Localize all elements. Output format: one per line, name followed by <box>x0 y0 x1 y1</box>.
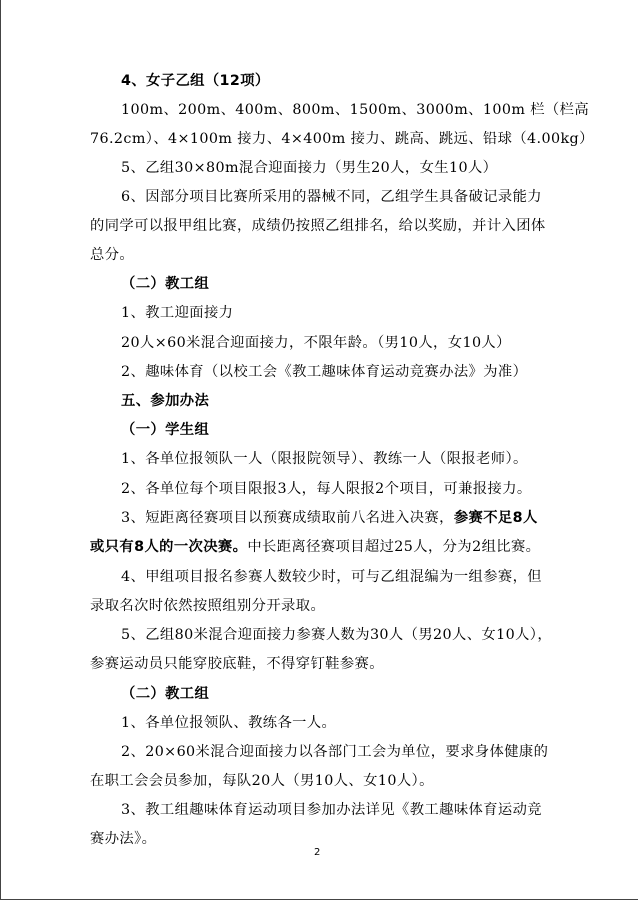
text-line: 100m、200m、400m、800m、1500m、3000m、100m 栏（栏高 <box>121 102 590 118</box>
text-line: 赛办法》。 <box>90 831 157 847</box>
text-line: 总分。 <box>90 247 135 263</box>
text-line: 5、乙组80米混合迎面接力参赛人数为30人（男20人、女10人）， <box>121 627 553 643</box>
text-line: 2、各单位每个项目限报3人，每人限报2个项目，可兼报接力。 <box>121 481 532 497</box>
text-line: 4、甲组项目报名参赛人数较少时，可与乙组混编为一组参赛，但 <box>121 569 543 585</box>
text-run: 3、短距离径赛项目以预赛成绩取前八名进入决赛， <box>121 510 454 526</box>
text-run: 中长距离径赛项目超过25人，分为2组比赛。 <box>247 539 541 555</box>
text-line: 的同学可以报甲组比赛，成绩仍按照乙组排名，给以奖励，并计入团体 <box>90 218 546 234</box>
text-line <box>121 508 538 528</box>
text-line: 76.2cm）、4×100m 接力、4×400m 接力、跳高、跳远、铅球（4.00kg） <box>90 131 594 147</box>
heading-section-five: 五、参加办法 <box>121 393 210 409</box>
text-line: 2、趣味体育（以校工会《教工趣味体育运动竞赛办法》为准） <box>121 364 528 380</box>
text-line: 参赛运动员只能穿胶底鞋，不得穿钉鞋参赛。 <box>90 656 384 672</box>
text-line: 3、教工组趣味体育运动项目参加办法详见《教工趣味体育运动竞 <box>121 802 543 818</box>
text-line: 1、各单位报领队一人（限报院领导）、教练一人（限报老师）。 <box>121 451 528 467</box>
heading-staff-group-2: （二）教工组 <box>121 686 210 702</box>
text-line: 录取名次时依然按照组别分开录取。 <box>90 598 326 614</box>
heading-staff-group: （二）教工组 <box>121 276 210 292</box>
text-line: 20人×60米混合迎面接力，不限年龄。（男10人，女10人） <box>121 335 511 351</box>
heading-women-group-b: 4、女子乙组（12项） <box>121 73 270 89</box>
text-line: 1、教工迎面接力 <box>121 305 234 321</box>
text-line: 2、20×60米混合迎面接力以各部门工会为单位，要求身体健康的 <box>121 744 549 760</box>
text-line: 在职工会会员参加，每队20人（男10人、女10人）。 <box>90 773 434 789</box>
page-number: 2 <box>314 847 321 858</box>
text-line: 1、各单位报领队、教练各一人。 <box>121 715 337 731</box>
text-line <box>90 537 540 557</box>
heading-student-group: （一）学生组 <box>121 422 210 438</box>
bold-text-run: 参赛不足8人 <box>453 510 538 526</box>
text-line: 5、乙组30×80m混合迎面接力（男生20人，女生10人） <box>121 160 498 176</box>
text-line: 6、因部分项目比赛所采用的器械不同，乙组学生具备破记录能力 <box>121 189 543 205</box>
bold-text-run: 或只有8人的一次决赛。 <box>90 539 248 555</box>
